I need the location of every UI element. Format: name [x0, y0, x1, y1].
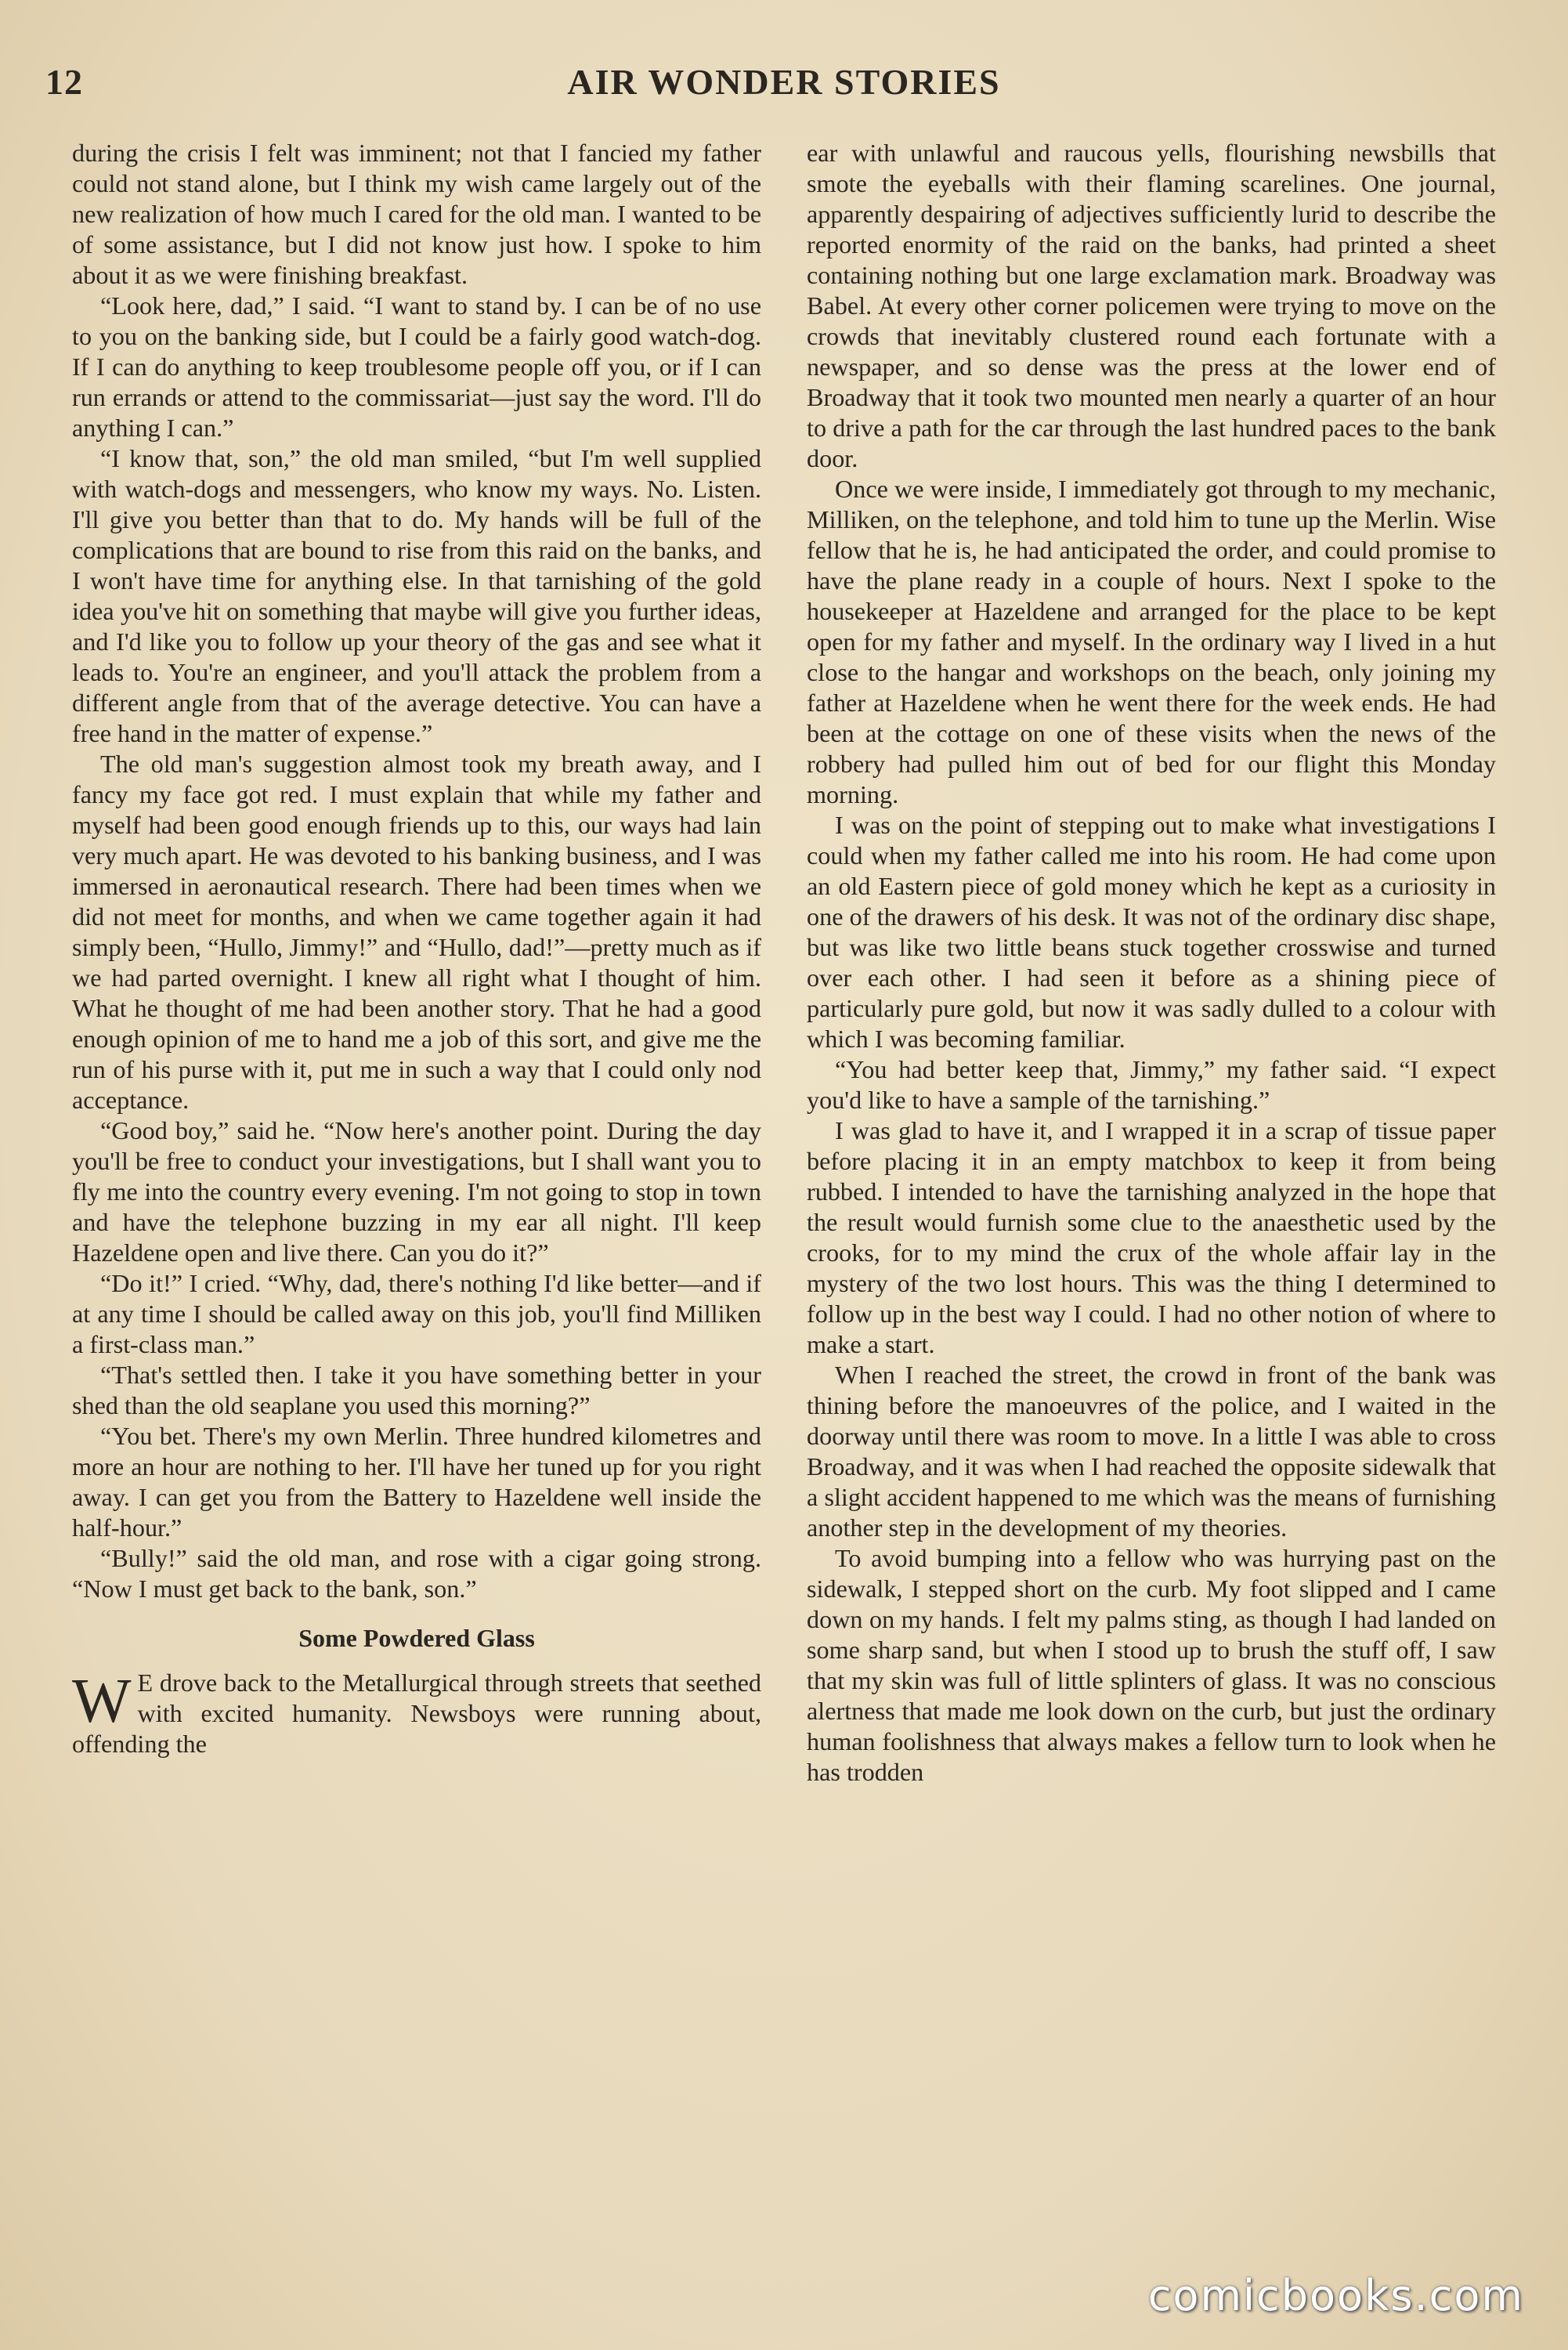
drop-cap: W [72, 1667, 132, 1736]
paragraph: “Good boy,” said he. “Now here's another point. During the day you'll be free to conduct your investigations, but I shall want you to fly me into the country every evening. I'm not going to stop in town and have the telephone buzzing in my ear all night. I'll keep Hazeldene open and live there. Can you do it?” [72, 1116, 761, 1267]
paragraph: When I reached the street, the crowd in front of the bank was thining before the manoeuvres of the police, and I waited in the doorway until there was room to move. In a little I was able to cross Broadway, and it was when I had reached the opposite sidewalk that a slight accident happened to me which was the means of furnishing another step in the development of my theories. [807, 1361, 1496, 1542]
paragraph: “Bully!” said the old man, and rose with a cigar going strong. “Now I must get back to the bank, son.” [72, 1544, 761, 1603]
paragraph: during the crisis I felt was imminent; not that I fancied my father could not stand alone, but I think my wish came largely out of the new realization of how much I cared for the old man. I wanted to be of some assistance, but I did not know just how. I spoke to him about it as we were finishing breakfast. [72, 139, 761, 289]
paragraph: “Look here, dad,” I said. “I want to stand by. I can be of no use to you on the banking side, but I could be a fairly good watch-dog. If I can do anything to keep troublesome people off you, or if I can run errands or attend to the commissariat—just say the word. I'll do anything I can.” [72, 291, 761, 442]
site-watermark: comicbooks.com [1147, 2271, 1524, 2320]
page-header [45, 61, 1523, 116]
paragraph: “That's settled then. I take it you have something better in your shed than the old seaplane you used this morning?” [72, 1361, 761, 1419]
section-subheading: Some Powdered Glass [298, 1624, 535, 1652]
dropcap-paragraph-text: E drove back to the Metallurgical through streets that seethed with excited humanity. Newsboys were running about, offending the [72, 1668, 761, 1758]
right-column [807, 138, 1496, 2280]
paragraph: To avoid bumping into a fellow who was hurrying past on the sidewalk, I stepped short on the curb. My foot slipped and I came down on my hands. I felt my palms sting, as though I had landed on some sharp sand, but when I stood up to brush the stuff off, I saw that my skin was full of little splinters of glass. It was no conscious alertness that made me look down on the curb, but just the ordinary human foolishness that always makes a fellow turn to look when he has trodden [807, 1544, 1496, 1786]
paragraph: “Do it!” I cried. “Why, dad, there's nothing I'd like better—and if at any time I should be called away on this job, you'll find Milliken a first-class man.” [72, 1269, 761, 1358]
paragraph: “You bet. There's my own Merlin. Three hundred kilometres and more an hour are nothing to her. I'll have her tuned up for you right away. I can get you from the Battery to Hazeldene well inside the half-hour.” [72, 1422, 761, 1542]
paragraph: The old man's suggestion almost took my breath away, and I fancy my face got red. I must explain that while my father and myself had been good enough friends up to this, our ways had lain very much apart. He was devoted to his banking business, and I was immersed in aeronautical research. There had been times when we did not meet for months, and when we came together again it had simply been, “Hullo, Jimmy!” and “Hullo, dad!”—pretty much as if we had parted overnight. I knew all right what I thought of him. What he thought of me had been another story. That he had a good enough opinion of me to hand me a job of this sort, and give me the run of his purse with it, put me in such a way that I could only nod acceptance. [72, 750, 761, 1114]
text-columns [72, 138, 1496, 2280]
running-title: AIR WONDER STORIES [567, 62, 1001, 102]
paragraph: “You had better keep that, Jimmy,” my father said. “I expect you'd like to have a sample of the tarnishing.” [807, 1055, 1496, 1114]
dropcap-paragraph [72, 1668, 761, 1759]
left-column [72, 138, 761, 2280]
paragraph: I was glad to have it, and I wrapped it in a scrap of tissue paper before placing it in an empty matchbox to keep it from being rubbed. I intended to have the tarnishing analyzed in the hope that the result would furnish some clue to the anaesthetic used by the crooks, for to my mind the crux of the whole affair lay in the mystery of the two lost hours. This was the thing I determined to follow up in the best way I could. I had no other notion of where to make a start. [807, 1116, 1496, 1358]
paragraph: I was on the point of stepping out to make what investigations I could when my father called me into his room. He had come upon an old Eastern piece of gold money which he kept as a curiosity in one of the drawers of his desk. It was not of the ordinary disc shape, but was like two little beans stuck together crosswise and turned over each other. I had seen it before as a shining piece of particularly pure gold, but now it was sadly dulled to a colour with which I was becoming familiar. [807, 811, 1496, 1053]
page-number: 12 [45, 62, 83, 102]
paragraph: Once we were inside, I immediately got through to my mechanic, Milliken, on the telephone, and told him to tune up the Merlin. Wise fellow that he is, he had anticipated the order, and could promise to have the plane ready in a couple of hours. Next I spoke to the housekeeper at Hazeldene and arranged for the place to be kept open for my father and myself. In the ordinary way I lived in a hut close to the hangar and workshops on the beach, only joining my father at Hazeldene when he went there for the week ends. He had been at the cottage on one of these visits when the news of the robbery had pulled him out of bed for our flight this Monday morning. [807, 475, 1496, 808]
paragraph: ear with unlawful and raucous yells, flourishing newsbills that smote the eyeballs with their flaming scarelines. One journal, apparently despairing of adjectives sufficiently lurid to describe the reported enormity of the raid on the banks, had printed a sheet containing nothing but one large exclamation mark. Broadway was Babel. At every other corner policemen were trying to move on the crowds that inevitably clustered round each fortunate with a newspaper, and so dense was the press at the lower end of Broadway that it took two mounted men nearly a quarter of an hour to drive a path for the car through the last hundred paces to the bank door. [807, 139, 1496, 472]
paragraph: “I know that, son,” the old man smiled, “but I'm well supplied with watch-dogs and messengers, who know my ways. No. Listen. I'll give you better than that to do. My hands will be full of the complications that are bound to rise from this raid on the banks, and I won't have time for anything else. In that tarnishing of the gold idea you've hit on something that maybe will give you further ideas, and I'd like you to follow up your theory of the gas and see what it leads to. You're an engineer, and you'll attack the problem from a different angle from that of the average detective. You can have a free hand in the matter of expense.” [72, 444, 761, 747]
